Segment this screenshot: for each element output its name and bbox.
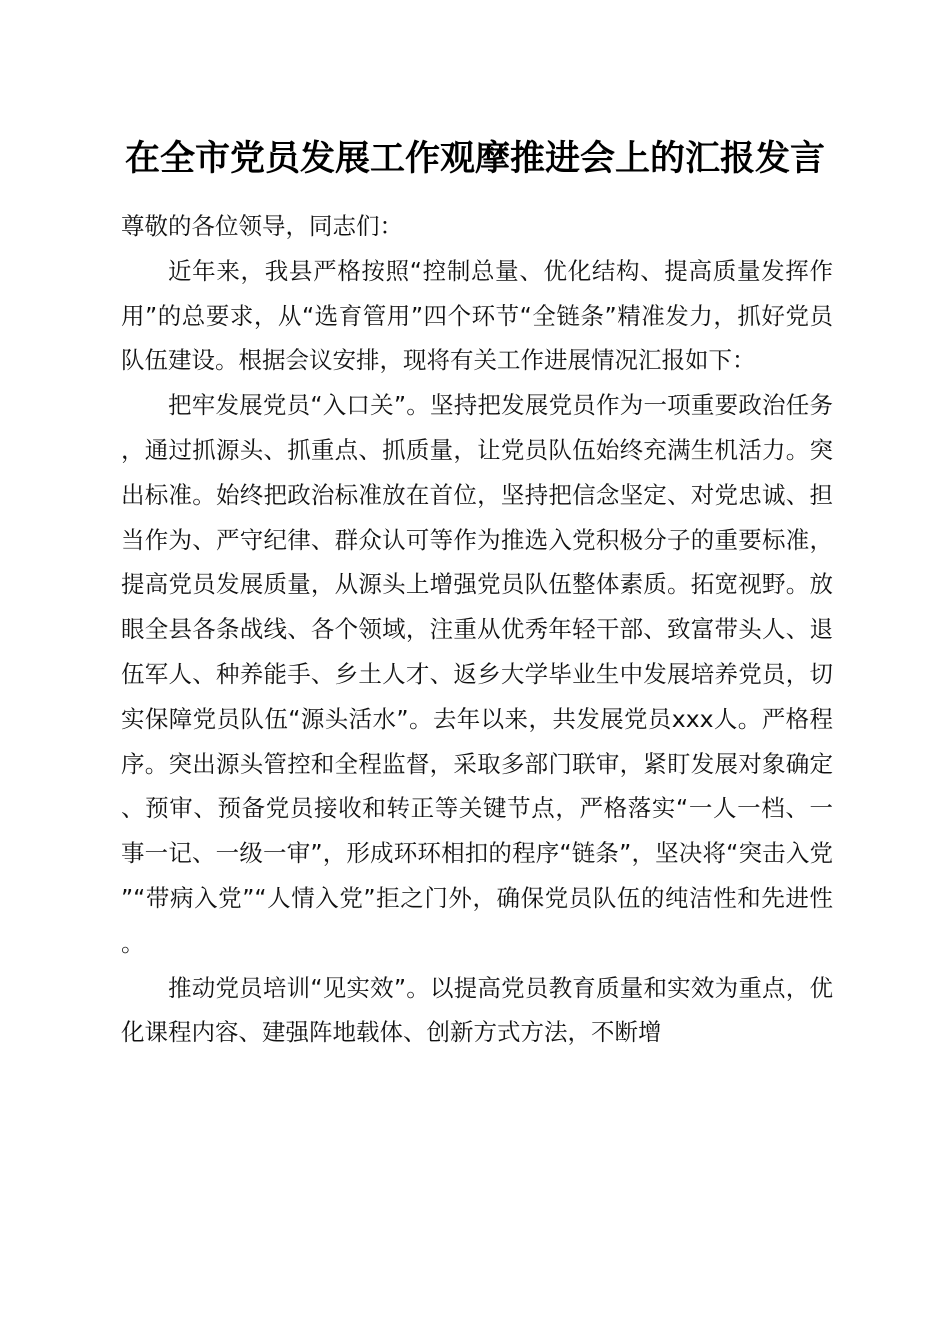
salutation: 尊敬的各位领导，同志们： bbox=[121, 212, 403, 240]
document-title: 在全市党员发展工作观摩推进会上的汇报发言 bbox=[124, 138, 825, 179]
paragraph-intro: 近年来，我县严格按照“控制总量、优化结构、提高质量发挥作用”的总要求，从“选育管用”四个环节“全链条”精准发力，抓好党员队伍建设。根据会议安排，现将有关工作进展情况汇报如下： bbox=[121, 256, 833, 375]
paragraph-training: 推动党员培训“见实效”。以提高党员教育质量和实效为重点，优化课程内容、建强阵地载体、创新方式方法，不断增 bbox=[121, 973, 833, 1047]
paragraph-entrance: 把牢发展党员“入口关”。坚持把发展党员作为一项重要政治任务，通过抓源头、抓重点、抓质量，让党员队伍始终充满生机活力。突出标准。始终把政治标准放在首位，坚持把信念坚定、对党忠诚、担当作为、严守纪律、群众认可等作为推选入党积极分子的重要标准，提高党员发展质量，从源头上增强党员队伍整体素质。拓宽视野。放眼全县各条战线、各个领域，注重从优秀年轻干部、致富带头人、退伍军人、种养能手、乡土人才、返乡大学毕业生中发展培养党员，切实保障党员队伍“源头活水”。去年以来，共发展党员xxx人。严格程序。突出源头管控和全程监督，采取多部门联审，紧盯发展对象确定、预审、预备党员接收和转正等关键节点，严格落实“一人一档、一事一记、一级一审”，形成环环相扣的程序“链条”，坚决将“突击入党”“带病入党”“人情入党”拒之门外，确保党员队伍的纯洁性和先进性。 bbox=[121, 391, 833, 957]
document-body bbox=[121, 204, 833, 1055]
